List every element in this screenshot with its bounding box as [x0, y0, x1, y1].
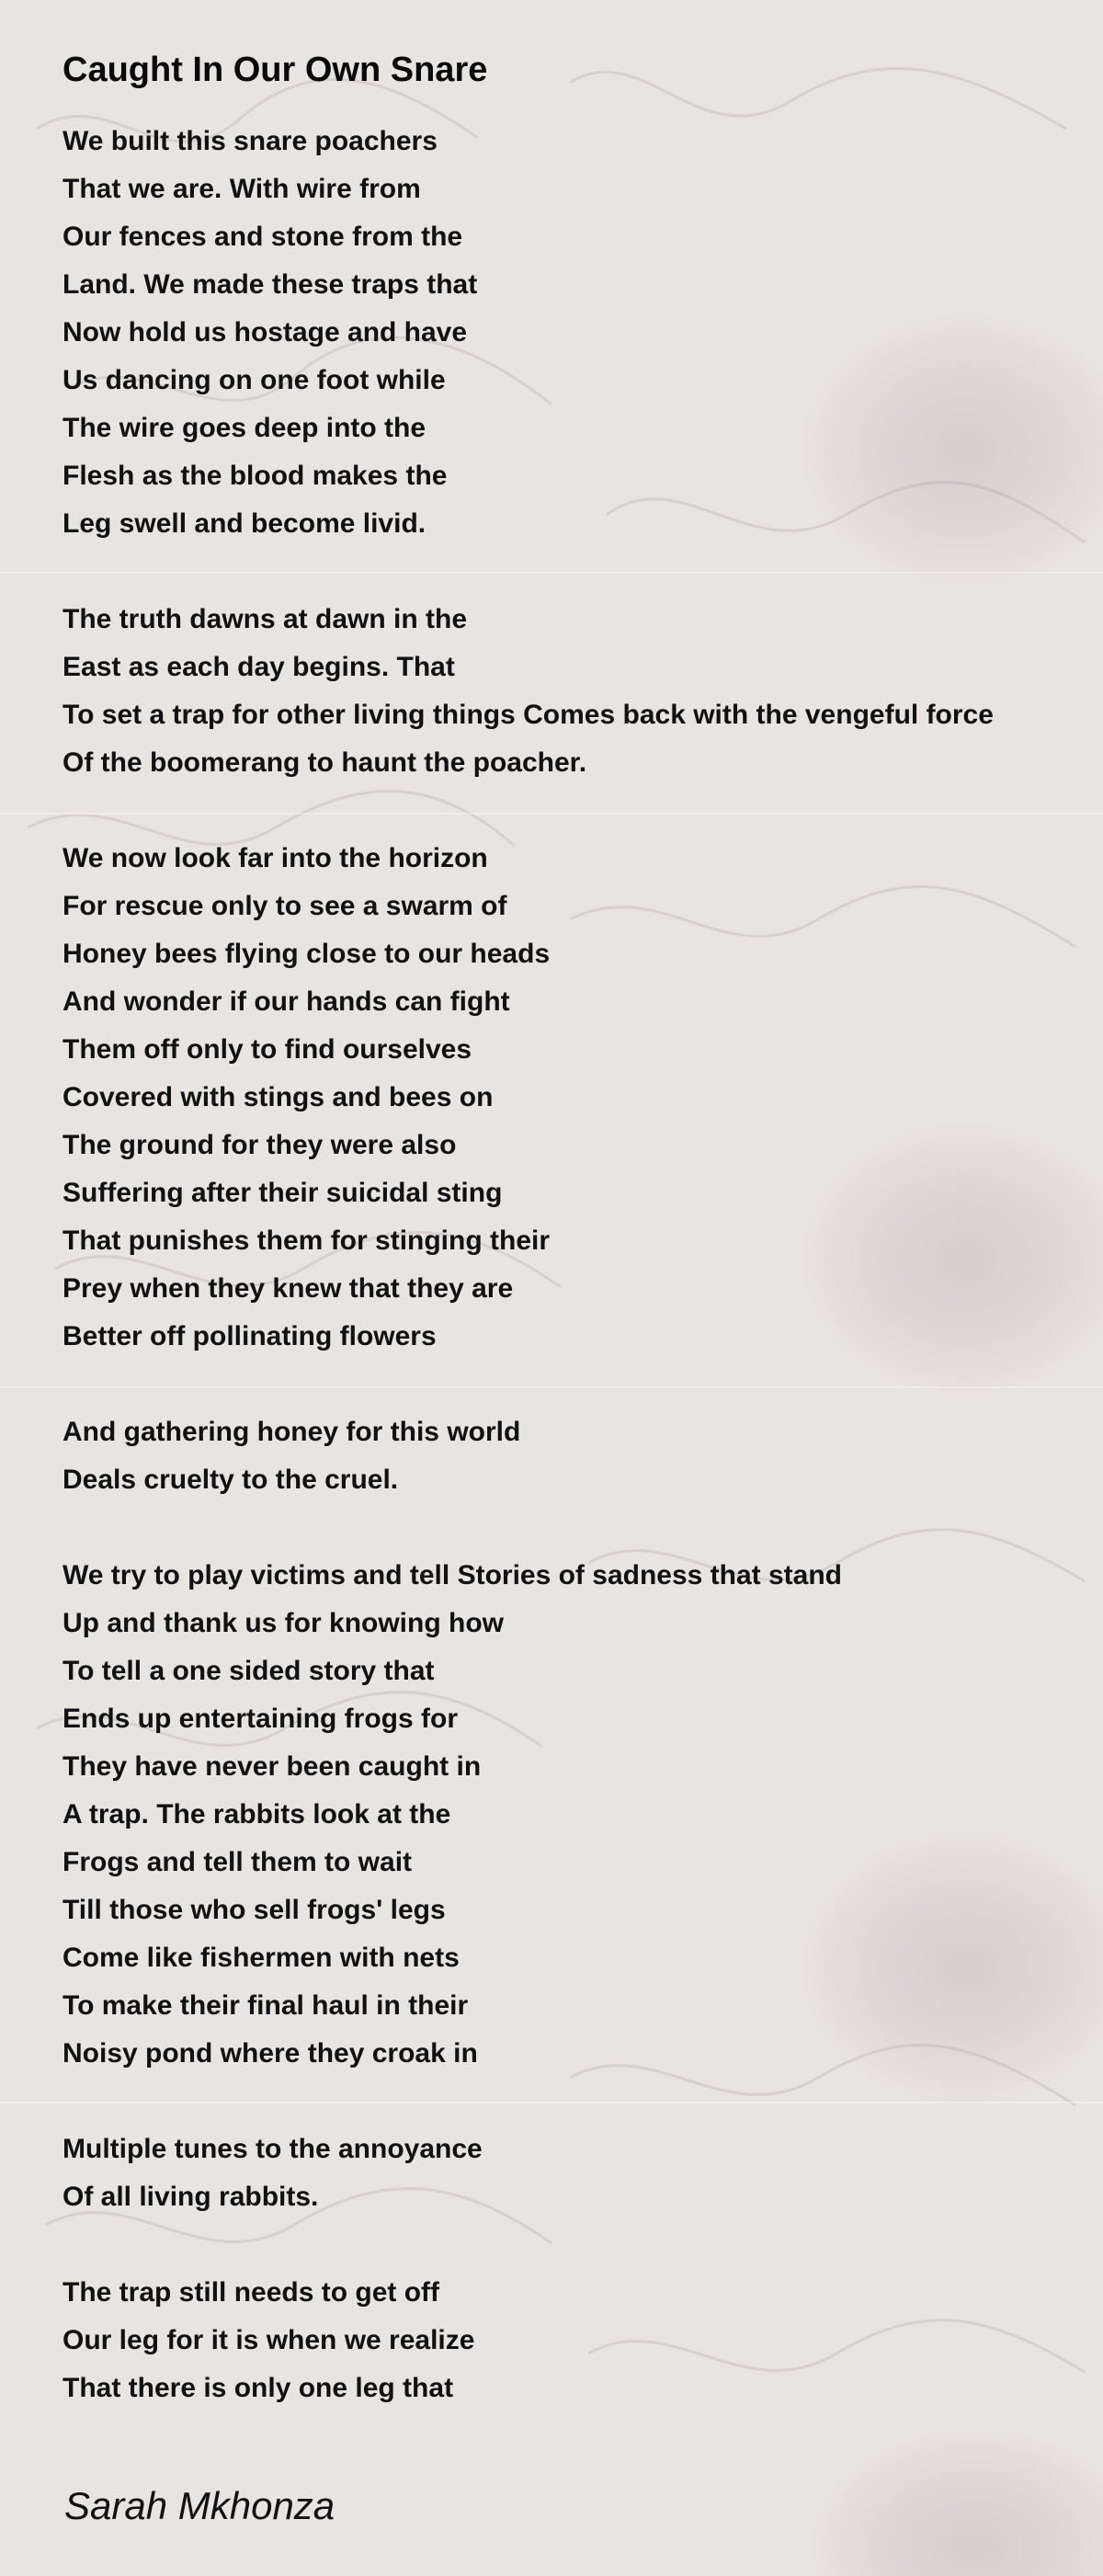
poem-line: The truth dawns at dawn in the [63, 604, 468, 634]
poem-line: Suffering after their suicidal sting [63, 1178, 503, 1208]
poem-line: Of all living rabbits. [63, 2182, 319, 2212]
stanza [63, 596, 1103, 787]
poem-line: A trap. The rabbits look at the [63, 1799, 451, 1829]
poem-line: Deals cruelty to the cruel. [63, 1465, 399, 1495]
poem-line: Our leg for it is when we realize [63, 2325, 475, 2355]
poem-line: The wire goes deep into the [63, 413, 426, 443]
poem-line: Of the boomerang to haunt the poacher. [63, 747, 587, 778]
poem-line: Come like fishermen with nets [63, 1943, 460, 1973]
poem-line: And gathering honey for this world [63, 1417, 521, 1447]
poem-line: To set a trap for other living things Comes back with the vengeful force [63, 700, 994, 730]
poem-line: Leg swell and become livid. [63, 508, 426, 539]
poem-line: We now look far into the horizon [63, 843, 488, 873]
poem-line: They have never been caught in [63, 1751, 482, 1782]
poem-line: Now hold us hostage and have [63, 317, 468, 348]
stanza [63, 1408, 1103, 1504]
stanza [63, 2269, 1103, 2412]
poem-line: Land. We made these traps that [63, 269, 478, 300]
poem-line: Our fences and stone from the [63, 222, 463, 252]
poem-line: And wonder if our hands can fight [63, 986, 510, 1017]
stanza [63, 1552, 1103, 2078]
poem-title: Caught In Our Own Snare [63, 51, 488, 89]
poem-line: We try to play victims and tell Stories of sadness that stand [63, 1560, 842, 1590]
poem-author: Sarah Mkhonza [64, 2484, 335, 2527]
poem-line: Ends up entertaining frogs for [63, 1704, 459, 1734]
poem-line: Till those who sell frogs' legs [63, 1895, 446, 1925]
poem-line: Prey when they knew that they are [63, 1273, 514, 1304]
poem-line: Us dancing on one foot while [63, 365, 446, 395]
poem-line: To make their final haul in their [63, 1990, 469, 2021]
poem-line: East as each day begins. That [63, 652, 455, 682]
stanza [63, 118, 1103, 548]
poem-line: Frogs and tell them to wait [63, 1847, 413, 1877]
poem-line: Noisy pond where they croak in [63, 2038, 478, 2069]
poem-line: That there is only one leg that [63, 2373, 454, 2403]
poem-line: The trap still needs to get off [63, 2277, 440, 2308]
poem-line: That we are. With wire from [63, 174, 421, 204]
poem-line: Honey bees flying close to our heads [63, 939, 551, 969]
poem-line: Flesh as the blood makes the [63, 461, 448, 491]
poem-line: Them off only to find ourselves [63, 1034, 472, 1065]
poem-line: We built this snare poachers [63, 126, 438, 156]
poem-line: To tell a one sided story that [63, 1656, 435, 1686]
stanza [63, 835, 1103, 1361]
poem-line: Multiple tunes to the annoyance [63, 2134, 483, 2164]
poem-line: Covered with stings and bees on [63, 1082, 494, 1112]
stanza [63, 2126, 1103, 2221]
poem-line: Up and thank us for knowing how [63, 1608, 504, 1638]
poem-line: That punishes them for stinging their [63, 1225, 551, 1256]
poem-body [63, 118, 1103, 2412]
poem-line: The ground for they were also [63, 1130, 457, 1160]
poem-line: For rescue only to see a swarm of [63, 891, 507, 921]
poem-line: Better off pollinating flowers [63, 1321, 437, 1351]
